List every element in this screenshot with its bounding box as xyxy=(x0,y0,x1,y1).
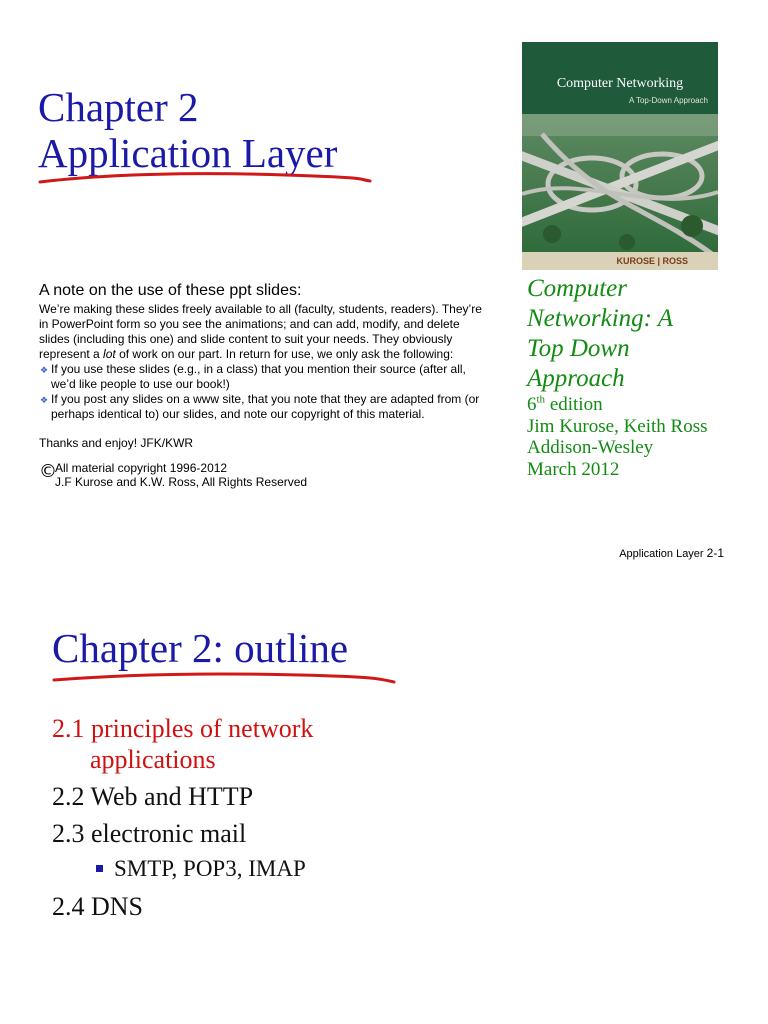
slide-footer xyxy=(619,546,724,560)
note-body-part-1: We’re making these slides freely available to all (faculty, students, readers). They’re in PowerPoint form so you see the animations; and can add, modify, and delete slides (including this one) and slide content to suit your needs. They obviously represent a xyxy=(39,302,482,361)
book-info-date: March 2012 xyxy=(527,458,620,480)
note-bullet-text: If you post any slides on a www site, that you note that they are adapted from (or perhaps identical to) our slides, and note our copyright of this material. xyxy=(51,392,480,421)
note-bullet xyxy=(39,392,484,422)
note-thanks: Thanks and enjoy! JFK/KWR xyxy=(39,436,194,450)
slide-2 xyxy=(0,575,768,1024)
usage-note xyxy=(39,281,484,489)
book-info-title-line: Networking: A xyxy=(527,305,674,332)
book-info-publisher: Addison-Wesley xyxy=(527,437,654,458)
book-info-edition xyxy=(527,394,708,416)
book-info-title-line: Approach xyxy=(527,365,625,392)
note-body-emphasis: lot xyxy=(103,347,116,361)
note-heading: A note on the use of these ppt slides: xyxy=(39,282,302,299)
title-underline xyxy=(36,168,376,188)
page-number: 2-1 xyxy=(706,546,724,560)
copyright-icon: © xyxy=(39,461,57,482)
book-cover-subtitle: A Top-Down Approach xyxy=(628,96,708,105)
outline-sub-item xyxy=(52,855,313,883)
square-bullet-icon xyxy=(96,865,103,872)
note-body-part-2: of work on our part. In return for use, we only ask the following: xyxy=(115,347,454,361)
book-cover-title: Computer Networking xyxy=(556,76,684,91)
outline-item: 2.4 DNS xyxy=(52,892,144,921)
book-cover-authors xyxy=(522,252,718,270)
book-info-authors: Jim Kurose, Keith Ross xyxy=(527,415,708,437)
slide-title xyxy=(38,84,337,176)
edition-word: edition xyxy=(545,394,603,415)
copyright-line-2: J.F Kurose and K.W. Ross, All Rights Reserved xyxy=(55,475,308,489)
book-cover-image xyxy=(522,42,718,270)
title-underline xyxy=(50,668,400,688)
outline-item: 2.3 electronic mail xyxy=(52,819,247,848)
outline-item: 2.2 Web and HTTP xyxy=(52,782,254,811)
diamond-bullet-icon: ❖ xyxy=(40,365,49,375)
outline-item-continuation: applications xyxy=(90,745,216,774)
outline-item xyxy=(52,713,313,775)
footer-label: Application Layer xyxy=(619,548,707,560)
copyright-notice xyxy=(39,461,484,489)
title-line-1: Chapter 2 xyxy=(38,84,199,130)
note-bullet-text: If you use these slides (e.g., in a class) that you mention their source (after all, we’d like people to use our book!) xyxy=(51,362,466,391)
book-cover-authors-text: KUROSE | ROSS xyxy=(616,256,688,266)
edition-suffix: th xyxy=(536,393,546,406)
outline-list xyxy=(52,713,313,928)
note-body xyxy=(39,302,484,362)
outline-sub-item-text: SMTP, POP3, IMAP xyxy=(114,856,306,881)
copyright-line-1: All material copyright 1996-2012 xyxy=(55,461,228,475)
book-info xyxy=(527,274,708,480)
diamond-bullet-icon: ❖ xyxy=(40,395,49,405)
edition-number: 6 xyxy=(527,394,537,415)
note-bullet xyxy=(39,362,484,392)
slide-title: Chapter 2: outline xyxy=(52,625,349,671)
outline-item-text: 2.1 principles of network xyxy=(52,714,314,743)
note-bullet-list xyxy=(39,362,484,422)
highway-interchange-illustration xyxy=(522,114,718,254)
book-info-title-line: Computer xyxy=(527,275,627,302)
book-info-title-line: Top Down xyxy=(527,335,630,362)
title-line-2: Application Layer xyxy=(38,130,338,176)
